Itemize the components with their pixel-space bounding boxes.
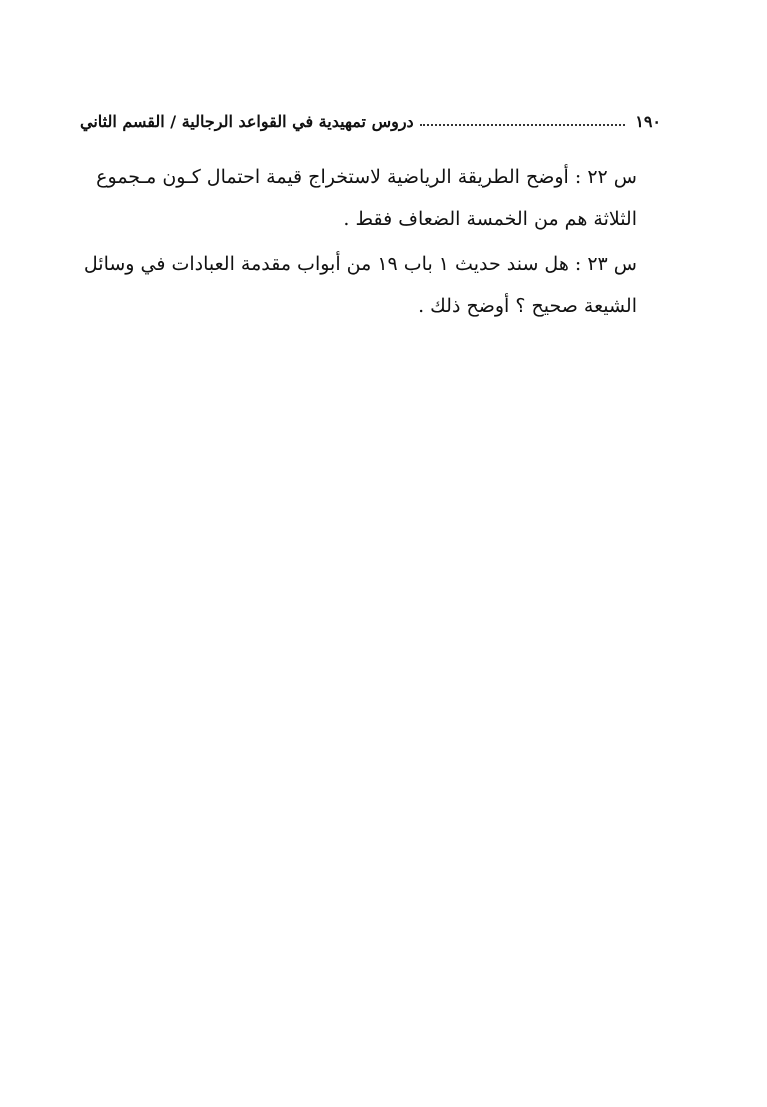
running-title: دروس تمهيدية في القواعد الرجالية / القسم الثاني xyxy=(80,112,414,131)
question-text: أوضح الطريقة الرياضية لاستخراج قيمة احتمال كـون مـجموع xyxy=(96,166,569,188)
question-22 xyxy=(80,156,637,240)
question-23 xyxy=(80,243,637,327)
question-text: هل سند حديث ١ باب ١٩ من أبواب مقدمة العبادات في وسائل xyxy=(83,253,569,275)
question-line xyxy=(80,243,637,285)
page-header xyxy=(80,108,661,136)
question-label: س ٢٢ : xyxy=(574,166,637,188)
question-text: الثلاثة هم من الخمسة الضعاف فقط . xyxy=(343,208,637,230)
dotted-leader xyxy=(420,124,626,126)
question-line xyxy=(80,156,637,198)
question-line xyxy=(80,198,637,240)
question-line xyxy=(80,285,637,327)
question-label: س ٢٣ : xyxy=(574,253,637,275)
page-number: ١٩٠ xyxy=(635,112,661,131)
question-text: الشيعة صحيح ؟ أوضح ذلك . xyxy=(418,295,637,317)
